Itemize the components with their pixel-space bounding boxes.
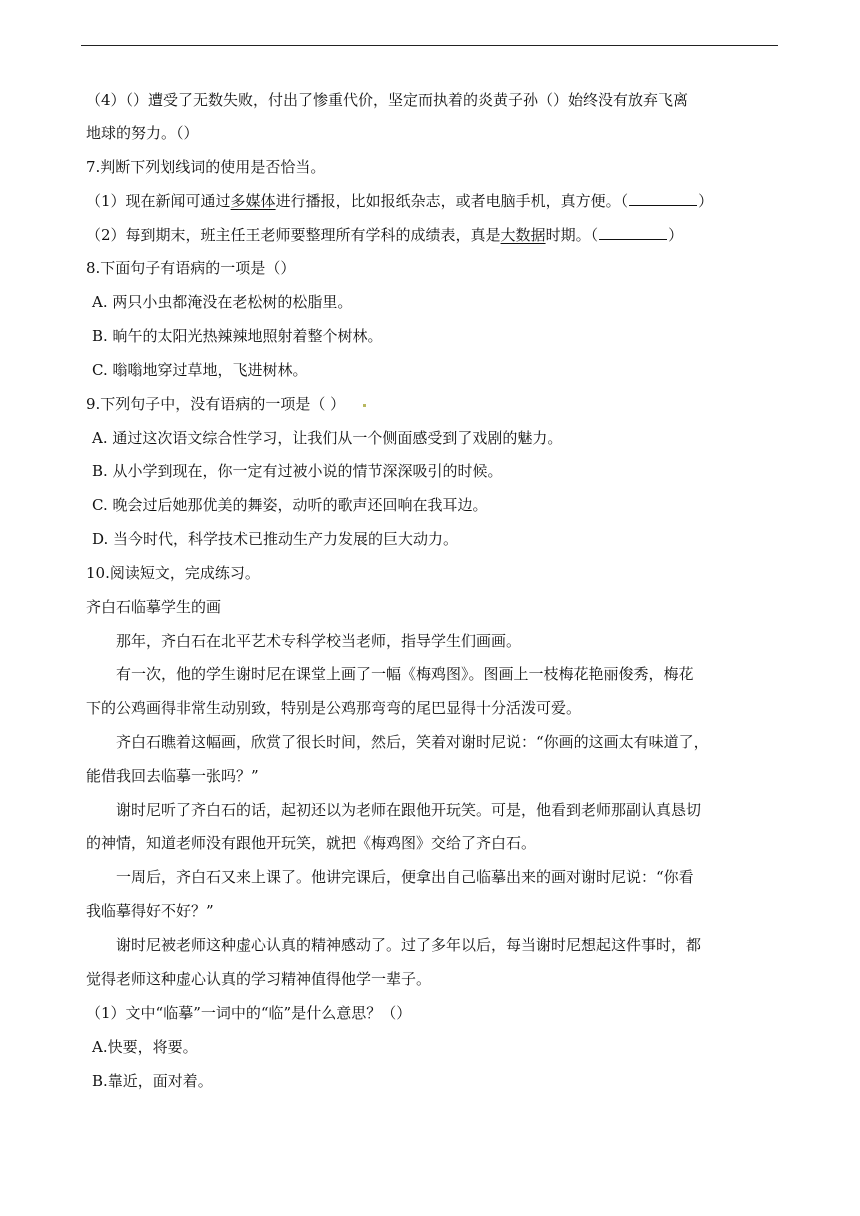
question-9-text: 9.下列句子中，没有语病的一项是（ ）: [86, 395, 346, 413]
stray-dot-mark: [363, 404, 366, 407]
question-8-option-b: B. 晌午的太阳光热辣辣地照射着整个树林。: [92, 327, 383, 345]
passage-paragraph-3-line-2: 能借我回去临摹一张吗？”: [86, 767, 259, 785]
question-9-option-d: D. 当今时代，科学技术已推动生产力发展的巨大动力。: [92, 530, 459, 548]
q7-2-text-before: （2）每到期末，班主任王老师要整理所有学科的成绩表，真是: [86, 226, 501, 244]
header-rule: [81, 45, 778, 46]
question-7-heading: 7.判断下列划线词的使用是否恰当。: [86, 158, 326, 176]
passage-paragraph-6-line-1: 谢时尼被老师这种虚心认真的精神感动了。过了多年以后，每当谢时尼想起这件事时，都: [86, 936, 702, 954]
passage-paragraph-6-line-2: 觉得老师这种虚心认真的学习精神值得他学一辈子。: [86, 970, 432, 988]
question-9-heading: [86, 394, 786, 414]
q7-1-text-after: 进行播报，比如报纸杂志，或者电脑手机，真方便。（: [275, 192, 629, 210]
question-9-option-c: C. 晚会过后她那优美的舞姿，动听的歌声还回响在我耳边。: [92, 496, 488, 514]
passage-paragraph-1: 那年，齐白石在北平艺术专科学校当老师，指导学生们画画。: [86, 632, 522, 650]
answer-blank-1[interactable]: [629, 191, 697, 206]
underlined-term-multimedia: 多媒体: [230, 192, 276, 210]
q7-1-text-before: （1）现在新闻可通过: [86, 192, 231, 210]
passage-paragraph-3-line-1: 齐白石瞧着这幅画，欣赏了很长时间，然后，笑着对谢时尼说：“你画的这画太有味道了，: [86, 733, 709, 751]
passage-paragraph-5-line-1: 一周后，齐白石又来上课了。他讲完课后，便拿出自己临摹出来的画对谢时尼说：“你看: [86, 868, 694, 886]
question-7-item-1: [86, 191, 786, 211]
question-4-line-2: 地球的努力。（）: [86, 124, 199, 142]
q7-2-close: ）: [668, 226, 684, 244]
question-8-option-c: C. 嗡嗡地穿过草地，飞进树林。: [92, 361, 308, 379]
passage-title: 齐白石临摹学生的画: [86, 598, 222, 616]
question-4-line-1: （4）（）遭受了无数失败，付出了惨重代价，坚定而执着的炎黄子孙（）始终没有放弃飞离: [86, 91, 689, 109]
passage-paragraph-2-line-1: 有一次，他的学生谢时尼在课堂上画了一幅《梅鸡图》。图画上一枝梅花艳丽俊秀，梅花: [86, 665, 694, 683]
question-8-heading: 8.下面句子有语病的一项是（）: [86, 259, 296, 277]
passage-paragraph-2-line-2: 下的公鸡画得非常生动别致，特别是公鸡那弯弯的尾巴显得十分活泼可爱。: [86, 699, 582, 717]
sub-question-1: （1）文中“临摹”一词中的“临”是什么意思？（）: [86, 1004, 412, 1022]
question-7-item-2: [86, 225, 786, 245]
passage-paragraph-4-line-2: 的神情，知道老师没有跟他开玩笑，就把《梅鸡图》交给了齐白石。: [86, 834, 537, 852]
q7-2-text-after: 时期。（: [545, 226, 599, 244]
sub-question-1-option-b: B.靠近，面对着。: [92, 1072, 213, 1090]
passage-paragraph-4-line-1: 谢时尼听了齐白石的话，起初还以为老师在跟他开玩笑。可是，他看到老师那副认真恳切: [86, 801, 702, 819]
question-8-option-a: A. 两只小虫都淹没在老松树的松脂里。: [92, 293, 353, 311]
answer-blank-2[interactable]: [599, 225, 667, 240]
question-10-heading: 10.阅读短文，完成练习。: [86, 564, 260, 582]
q7-1-close: ）: [698, 192, 714, 210]
question-9-option-b: B. 从小学到现在，你一定有过被小说的情节深深吸引的时候。: [92, 462, 503, 480]
sub-question-1-option-a: A.快要，将要。: [92, 1038, 198, 1056]
question-9-option-a: A. 通过这次语文综合性学习，让我们从一个侧面感受到了戏剧的魅力。: [92, 429, 563, 447]
passage-paragraph-5-line-2: 我临摹得好不好？”: [86, 902, 214, 920]
underlined-term-big-data: 大数据: [500, 226, 546, 244]
